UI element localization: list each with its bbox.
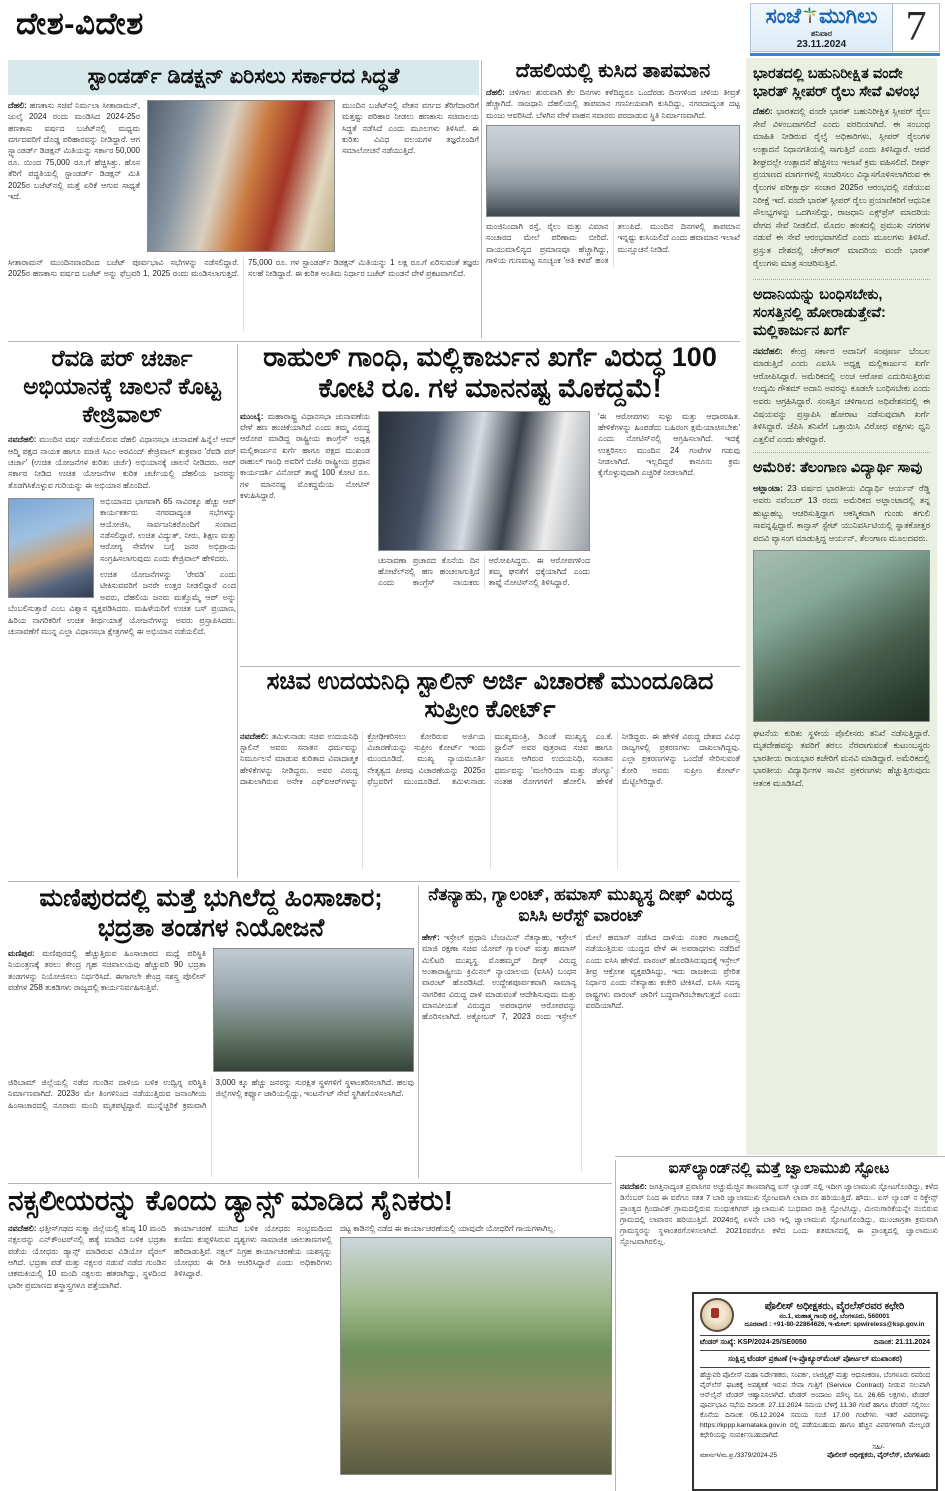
article-column: [174, 1223, 332, 1475]
article-column: [342, 100, 479, 252]
article-headline: ಅದಾನಿಯನ್ನು ಬಂಧಿಸಬೇಕು, ಸಂಸತ್ತಿನಲ್ಲಿ ಹೋರಾಡುತ್ತೇವೆ: ಮಲ್ಲಿಕಾರ್ಜುನ ಖರ್ಗೆ: [753, 287, 886, 340]
article-column: [8, 100, 140, 252]
photo-nirmala-sitharaman-currency: [147, 100, 335, 252]
article-photo-block: [378, 411, 590, 657]
article-headline: ಸ್ಟಾಂಡರ್ಡ್ ಡಿಡಕ್ಷನ್ ಏರಿಸಲು ಸರ್ಕಾರದ ಸಿದ್ಧತೆ: [8, 60, 479, 95]
article-body: ಮುಂದಿನ ವರ್ಷ ನಡೆಯಲಿರುವ ದೆಹಲಿ ವಿಧಾನಸಭಾ ಚುನಾವಣೆ ಹಿನ್ನೆಲೆ ಆಮ್ ಆದ್ಮಿ ಪಕ್ಷದ ನಾಯಕ ಹಾಗೂ ಮಾಜಿ ಸಿಎಂ ಅರವಿಂದ್ ಕೇಜ್ರಿವಾಲ್ ಶುಕ್ರವಾರ 'ರೆವಡಿ ಪರ್ ಚರ್ಚಾ' (ಉಚಿತ ಯೋಜನೆಗಳ ಕುರಿತು ಚರ್ಚೆ) ಅಭಿಯಾನಕ್ಕೆ ಚಾಲನೆ ನೀಡಿದರು. ಆಪ್ ಸರ್ಕಾರ ನೀಡಿದ ಉಚಿತ ಯೋಜನೆಗಳ ಕುರಿತ ಚರ್ಚೆಯಲ್ಲಿ ದೆಹಲಿಯ ಜನರನ್ನು ತೊಡಗಿಸಿಕೊಳ್ಳುವ ಗುರಿಯನ್ನು ಈ ಅಭಿಯಾನ ಹೊಂದಿದೆ.: [8, 435, 236, 490]
article-continuation: [378, 555, 590, 589]
notice-tender-row: [700, 1339, 930, 1347]
police-tender-notice: [692, 1292, 938, 1491]
tender-number: ಟೆಂಡರ್ ಸಂಖ್ಯೆ: KSP/2024-25/SE0050: [700, 1339, 807, 1346]
article-body: ಸೀತಾರಾಮನ್ ಮುಂದಿನವಾರದಿಂದ ಬಜೆಟ್ ಪೂರ್ವಭಾವಿ ಸಭೆಗಳನ್ನು ನಡೆಸಲಿದ್ದಾರೆ. 2025ರ ಹಣಕಾಸು ವರ್ಷದ ಬಜೆಟ್ ಅನ್ನು ಫೆಬ್ರವರಿ 1, 2025 ರಂದು ಮಂಡಿಸಲಾಗುತ್ತದೆ. 75,000 ರೂ. ಗಳ ಸ್ಟಾಂಡರ್ಡ್ ಡಿಡಕ್ಷನ್ ಮಿತಿಯನ್ನು 1 ಲಕ್ಷ ರೂ.ಗೆ ಏರಿಸುವಂತೆ ತಜ್ಞರು ಸಲಹೆ ನೀಡಿದ್ದಾರೆ. ಈ ಕುರಿತ ಅಂತಿಮ ನಿರ್ಧಾರ ಬಜೆಟ್ ಮಂಡನೆ ವೇಳೆ ಪ್ರಕಟವಾಗಲಿದೆ.: [8, 258, 479, 279]
article-headline: ನಕ್ಸಲೀಯರನ್ನು ಕೊಂದು ಡ್ಯಾನ್ಸ್ ಮಾಡಿದ ಸೈನಿಕರು!: [8, 1186, 453, 1216]
article-body: ತಮಿಳುನಾಡು ಸಚಿವ ಉದಯನಿಧಿ ಸ್ಟಾಲಿನ್ ಅವರು ಸನಾತನ ಧರ್ಮವನ್ನು ನಿರ್ಮೂಲನೆ ಮಾಡುವ ಕುರಿತಾದ ವಿವಾದಾತ್ಮಕ ಹೇಳಿಕೆಗಳನ್ನು ನೀಡಿದ್ದರು. ಅವರ ವಿರುದ್ಧ ದಾಖಲಾಗಿರುವ ಅನೇಕ ಎಫ್‌ಐಆರ್‌ಗಳನ್ನು ಕ್ರೋಢೀಕರಿಸಲು ಕೋರಿರುವ ಅರ್ಜಿಯ ವಿಚಾರಣೆಯನ್ನು ಸುಪ್ರೀಂ ಕೋರ್ಟ್ ಇಂದು ಮುಂದೂಡಿದೆ. ಮುಖ್ಯ ನ್ಯಾಯಮೂರ್ತಿ ನೇತೃತ್ವದ ಪೀಠವು ವಿಚಾರಣೆಯನ್ನು 2025ರ ಫೆಬ್ರವರಿಗೆ ಮುಂದೂಡಿದೆ. ತಮಿಳುನಾಡು ಮುಖ್ಯಮಂತ್ರಿ, ಡಿಎಂಕೆ ಮುಖ್ಯಸ್ಥ ಎಂ.ಕೆ. ಸ್ಟಾಲಿನ್ ಅವರ ಪುತ್ರರಾದ ಸಚಿವ ಹಾಗೂ ನಟನೂ ಆಗಿರುವ ಉದಯನಿಧಿ, ಸನಾತನ ಧರ್ಮವನ್ನು 'ಮಲೇರಿಯಾ ಮತ್ತು ಡೆಂಗ್ಯೂ' ನಂತಹ ರೋಗಗಳಿಗೆ ಹೋಲಿಸಿ ಹೇಳಿಕೆ ನೀಡಿದ್ದರು. ಈ ಹೇಳಿಕೆ ವಿರುದ್ಧ ದೇಶದ ವಿವಿಧ ರಾಜ್ಯಗಳಲ್ಲಿ ಪ್ರಕರಣಗಳು ದಾಖಲಾಗಿದ್ದವು. ಎಲ್ಲಾ ಪ್ರಕರಣಗಳನ್ನು ಒಂದೆಡೆ ಸೇರಿಸುವಂತೆ ಕೋರಿ ಅವರು ಸು‍ಪ್ರೀಂ ಕೋರ್ಟ್ ಮೆಟ್ಟಿಲೇರಿದ್ದಾರೆ.: [240, 731, 740, 787]
divider: [237, 344, 238, 878]
photo-arvind-kejriwal: [8, 498, 94, 598]
notice-contact: ದೂರವಾಣಿ : +91-80-22864626, ಇ-ಮೇಲ್: spwireless@ksp.gov.in: [744, 1321, 925, 1329]
article-body: ಜಿರಿಬಾಮ್ ಜಿಲ್ಲೆಯಲ್ಲಿ ನಡೆದ ಗುಂಡಿನ ದಾಳಿಯ ಬಳಿಕ ಉದ್ವಿಗ್ನ ಪರಿಸ್ಥಿತಿ ನಿರ್ಮಾಣವಾಗಿದೆ. 2023ರ ಮೇ ತಿಂಗಳಿನಿಂದ ನಡೆಯುತ್ತಿರುವ ಜನಾಂಗೀಯ ಹಿಂಸಾಚಾರದಲ್ಲಿ ನೂರಾರು ಮಂದಿ ಮೃತಪಟ್ಟಿದ್ದಾರೆ. ಮುನ್ನೆಚ್ಚರಿಕೆ ಕ್ರಮವಾಗಿ 3,000 ಕ್ಕೂ ಹೆಚ್ಚು ಜನರನ್ನು ಸುರಕ್ಷಿತ ಸ್ಥಳಗಳಿಗೆ ಸ್ಥಳಾಂತರಿಸಲಾಗಿದೆ. ಹಲವು ಜಿಲ್ಲೆಗಳಲ್ಲಿ ಕರ್ಫ್ಯೂ ಜಾರಿಯಲ್ಲಿದ್ದು, ಇಂಟರ್ನೆಟ್ ಸೇವೆ ಸ್ಥಗಿತಗೊಳಿಸಲಾಗಿದೆ.: [8, 1078, 414, 1110]
article-continuation: [8, 1077, 414, 1177]
masthead: [750, 3, 940, 52]
dateline: ದೆಹಲಿ:: [486, 88, 505, 97]
article-headline: ಮಣಿಪುರದಲ್ಲಿ ಮತ್ತೆ ಭುಗಿಲೆದ್ದ ಹಿಂಸಾಚಾರ; ಭದ್ರತಾ ತಂಡಗಳ ನಿಯೋಜನೆ: [39, 884, 383, 942]
notice-signature-block: [827, 1444, 930, 1460]
divider: [700, 1350, 930, 1351]
article-defamation-notice: [240, 342, 740, 664]
article-body: ಮುಂದಿನ ಬಜೆಟ್‌ನಲ್ಲಿ ವೇತನ ವರ್ಗದ ತೆರಿಗೆದಾರರಿಗೆ ಮತ್ತಷ್ಟು ಪರಿಹಾರ ನೀಡಲು ಹಣಕಾಸು ಸಚಿವಾಲಯ ಸಿದ್ಧತೆ ನಡೆಸಿದೆ ಎಂದು ಮೂಲಗಳು ತಿಳಿಸಿವೆ. ಈ ಕುರಿತು ವಿವಿಧ ವಲಯಗಳ ತಜ್ಞರೊಂದಿಗೆ ಸಮಾಲೋಚನೆ ನಡೆಯುತ್ತಿದೆ.: [342, 101, 479, 156]
divider: [418, 886, 419, 1178]
article-body: ಚಳಿಗಾಲ ಶುರುವಾಗಿ ಕೆಲ ದಿನಗಳು ಕಳೆದಿದ್ದರೂ ಒಂದೆರಡು ದಿನಗಳಿಂದ ಚಳಿಯ ತೀವ್ರತೆ ಹೆಚ್ಚಾಗಿದೆ. ರಾಜಧಾನಿ ದೆಹಲಿಯಲ್ಲಿ ತಾಪಮಾನ ಗಣನೀಯವಾಗಿ ಕುಸಿದಿದ್ದು, ನಗರದಾದ್ಯಂತ ದಟ್ಟ ಮಂಜು ಆವರಿಸಿದೆ. ಬೆಳಗಿನ ವೇಳೆ ವಾಹನ ಸವಾರರು ಪರದಾಡುವ ಸ್ಥಿತಿ ನಿರ್ಮಾಣವಾಗಿದೆ.: [486, 88, 740, 120]
dateline: ದೆಹಲಿ:: [753, 106, 773, 117]
photo-delhi-fog-riders: [486, 125, 740, 217]
article-headline: ಅಮೆರಿಕ: ತೆಲಂಗಾಣ ವಿದ್ಯಾರ್ಥಿ ಸಾವು: [753, 460, 923, 477]
ksp-emblem-logo: [700, 1298, 734, 1332]
article-headline: ನೆತನ್ಯಾಹು, ಗ್ಯಾಲಂಟ್, ಹಮಾಸ್ ಮುಖ್ಯಸ್ಥ ದೀಫ್ ವಿರುದ್ಧ ಐಸಿಸಿ ಅರೆಸ್ಟ್ ವಾರಂಟ್: [428, 885, 734, 926]
article-headline: ದೆಹಲಿಯಲ್ಲಿ ಕುಸಿದ ತಾಪಮಾನ: [515, 60, 711, 82]
dateline: ನವದೆಹಲಿ:: [8, 1223, 37, 1233]
page-number: 7: [892, 4, 939, 51]
article-headline: ರೆವಡಿ ಪರ್ ಚರ್ಚಾ ಅಭಿಯಾನಕ್ಕೆ ಚಾಲನೆ ಕೊಟ್ಟ ಕೇಜ್ರಿವಾಲ್: [23, 345, 221, 428]
notice-reference: ಮಾಸಂಇ/ಮ.ಪ್ರ./3379/2024-25: [700, 1452, 778, 1460]
photo-soldiers-dancing: [340, 1237, 612, 1475]
dateline: ದೆಹಲಿ:: [8, 101, 27, 110]
article-body: ಮಹಾರಾಷ್ಟ್ರ ವಿಧಾನಸಭಾ ಚುನಾವಣೆಯ ವೇಳೆ ಹಣ ಹಂಚಿಕೆಯಾಗಿದೆ ಎಂದು ತಮ್ಮ ವಿರುದ್ಧ ಆರೋಪ ಮಾಡಿದ್ದ ರಾಷ್ಟ್ರೀಯ ಕಾಂಗ್ರೆಸ್ ಅಧ್ಯಕ್ಷ ಮಲ್ಲಿಕಾರ್ಜುನ ಖರ್ಗೆ ಹಾಗೂ ಪಕ್ಷದ ಮುಖಂಡ ರಾಹುಲ್ ಗಾಂಧಿ ಅವರಿಗೆ ಬಿಜೆಪಿ ರಾಷ್ಟ್ರೀಯ ಪ್ರಧಾನ ಕಾರ್ಯದರ್ಶಿ ವಿನೋದ್ ತಾವ್ಡೆ 100 ಕೋಟಿ ರೂ. ಗಳ ಮಾನನಷ್ಟ ಮೊಕದ್ದಮೆಯ ನೋಟಿಸ್ ಕಳುಹಿಸಿದ್ದಾರೆ.: [240, 411, 370, 501]
divider: [481, 60, 482, 338]
notice-body: ಹೆಚ್ಚುವರಿ ಪೊಲೀಸ್ ಮಹಾ ನಿರ್ದೇಶಕರು, ಸಂಪರ್ಕ, ಲಾಜಿಸ್ಟಿಕ್ಸ್ ಮತ್ತು ಆಧುನೀಕರಣ, ಬೆಂಗಳೂರು ರವರಿಂದ ವೈರ್‌ಲೆಸ್ ಘಟಕಕ್ಕೆ ಅವಶ್ಯಕತೆ ಇರುವ ಸೇವಾ ಗುತ್ತಿಗೆ (Service Contract) ನೀಡುವ ಸಲುವಾಗಿ ಆನ್‌ಲೈನ್ ಟೆಂಡರ್ ಆಹ್ವಾನಿಸಲಾಗಿದೆ. ಟೆಂಡರ್ ಅಂದಾಜು ಮೌಲ್ಯ ರೂ. 26.65 ಲಕ್ಷಗಳು, ಟೆಂಡರ್ ಪೂರ್ವಭಾವಿ ಸಭೆಯ ದಿನಾಂಕ: 27.11.2024 ಸಮಯ ಬೆಳಿಗ್ಗೆ 11.30 ಗಂಟೆ ಹಾಗೂ ಟೆಂಡರ್ ಸಲ್ಲಿಸಲು ಕೊನೆಯ ದಿನಾಂಕ: 05.12.2024 ಸಮಯ ಸಂಜೆ 17.00 ಗಂಟೆಗಳು. ಇತರೆ ವಿವರಗಳನ್ನು https://kppp.karnataka.gov.in ರಲ್ಲಿ ಪಡೆಯಬಹುದು ಹಾಗೂ ಹೆಚ್ಚಿನ ವಿವರಗಳಿಗಾಗಿ ಮೇಲ್ಕಂಡ ಕಛೇರಿಯನ್ನು ಸಂಪರ್ಕಿಸಬಹುದಾಗಿದೆ.: [700, 1372, 930, 1440]
article-column: [240, 411, 370, 657]
article-columns: [240, 411, 740, 657]
article-vande-bharat: [753, 65, 930, 269]
article-icc-arrest-warrant: [422, 884, 740, 1180]
dateline: ನವದೆಹಲಿ:: [620, 1182, 647, 1191]
divider: [615, 1160, 616, 1491]
article-us-student-death: [753, 452, 930, 789]
notice-header: [700, 1298, 930, 1332]
dateline: ಅಟ್ಲಾಂಟಾ:: [753, 482, 783, 493]
brand-word-second: ಮುಗಿಲು: [818, 5, 878, 28]
article-column: [8, 948, 206, 1072]
article-columns: [8, 948, 414, 1072]
article-body: ಜಗತ್ತಿನಾದ್ಯಂತ ಪ್ರವಾಸಿಗರ ಅಚ್ಚುಮೆಚ್ಚಿನ ತಾಣವಾಗಿದ್ದ ಐಸ್ ಲ್ಯಾಂಡ್ ನಲ್ಲಿ ಇದೀಗ ಜ್ವಾಲಾಮುಖಿ ಸ್ಫೋಟಗೊಂಡಿದ್ದು, ಕಳೆದ ಡಿಸೆಂಬರ್ ನಿಂದ ಈ ವರೆಗೂ ಸತತ 7 ಬಾರಿ ಜ್ವಾಲಾಮುಖಿ ಸ್ಫೋಟವಾಗಿ ಲಾವಾ ರಸ ಹರಿಯುತ್ತಿದೆ. ಹೌದು.. ಐಸ್ ಲ್ಯಾಂಡ್ ನ ರಿಕ್ಜೇನ್ಸ್ ಪ್ರಾಂತ್ಯದ ಗ್ರಿಂದಾವಿಕ್ ಗ್ರಾಮದಲ್ಲಿರುವ ಸುಂಧುಕಗಿಗರ್ ಜ್ವಾಲಾಮುಖಿ ಬುಧವಾರ ರಾತ್ರಿ ಸ್ಫೋಟಿಸಿದ್ದು, ಮೀನುಗಾರಿಕೆಯನ್ನೇ ನಂಬಿರುವ ಗ್ರಾಮದಲ್ಲಿ ಲಾವಾರಸ ಹರಿಯುತ್ತಿದೆ. 2024ರಲ್ಲಿ ಏಳನೇ ಬಾರಿ ಇಲ್ಲಿ ಜ್ವಾಲಾಮುಖಿ ಸ್ಫೋಟಗೊಂಡಿದ್ದು, ಮುಂಜಾಗ್ರತಾ ಕ್ರಮವಾಗಿ ಗ್ರಾಮಸ್ಥರನ್ನು ಸ್ಥಳಾಂತರಗೊಳಿಸಲಾಗಿದೆ. 2021ರವರೆಗೂ ಕಳೆದ ಒಂದು ಶತಮಾನದಲ್ಲಿ ಈ ಪ್ರಾಂತ್ಯದಲ್ಲಿ ಜ್ವಾಲಾಮುಖಿ ಸ್ಫೋಟವಾಗಿರಲಿಲ್ಲ.: [620, 1182, 938, 1246]
notice-office-title: ಪೊಲೀಸ್ ಅಧೀಕ್ಷಕರು, ವೈರಲೆಸ್‌ರವರ ಕಛೇರಿ: [764, 1300, 905, 1312]
notice-office-block: [739, 1301, 930, 1330]
masthead-brand-block: [751, 4, 892, 51]
right-news-column: [746, 58, 937, 1155]
notice-address: ನಂ.1, ಮಹಾತ್ಮ ಗಾಂಧಿ ರಸ್ತೆ, ಬೆಂಗಳೂರು, 560001: [779, 1313, 890, 1321]
article-body: ಛತ್ತೀಸ್‌ಗಢದ ಸುಕ್ಮಾ ಜಿಲ್ಲೆಯಲ್ಲಿ ಕನಿಷ್ಠ 10 ಮಂದಿ ನಕ್ಸಲರನ್ನು ಎನ್‌ಕೌಂಟರ್‌ನಲ್ಲಿ ಹತ್ಯೆ ಮಾಡಿದ ಬಳಿಕ ಭದ್ರತಾ ಪಡೆಯ ಯೋಧರು ಡ್ಯಾನ್ಸ್ ಮಾಡಿರುವ ವಿಡಿಯೋ ವೈರಲ್ ಆಗಿದೆ. ಭದ್ರತಾ ಪಡೆ ಮತ್ತು ನಕ್ಸಲರ ನಡುವೆ ನಡೆದ ಗುಂಡಿನ ಚಕಮಕಿಯಲ್ಲಿ 10 ಮಂದಿ ನಕ್ಸಲರು ಹತರಾಗಿದ್ದು, ಸ್ಥಳದಿಂದ ಭಾರೀ ಪ್ರಮಾಣದ ಶಸ್ತ್ರಾಸ್ತ್ರಗಳೂ ಪತ್ತೆಯಾಗಿವೆ.: [8, 1223, 166, 1290]
palm-tree-icon: [803, 6, 817, 28]
dateline: ಹೇಗ್:: [422, 932, 440, 942]
article-headline: ಐಸ್‌ಲ್ಯಾಂಡ್‌ನಲ್ಲಿ ಮತ್ತೆ ಜ್ವಾಲಾಮುಖಿ ಸ್ಫೋಟ: [668, 1160, 890, 1177]
divider: [8, 1183, 612, 1184]
article-manipur-violence: [8, 884, 414, 1180]
article-columns: [486, 87, 740, 121]
article-columns: [8, 1223, 612, 1475]
photo-student-aryan-reddy: [753, 550, 930, 722]
article-naxal-encounter-dance: [8, 1186, 612, 1486]
newspaper-brand: [751, 6, 892, 28]
article-delhi-temperature: [486, 58, 740, 338]
article-headline: ಭಾರತದಲ್ಲಿ ಬಹುನಿರೀಕ್ಷಿತ ವಂದೇ ಭಾರತ್ ಸ್ಲೀಪರ್ ರೈಲು ಸೇವೆ ವಿಳಂಭ: [753, 66, 920, 101]
article-columns: [422, 932, 740, 1172]
article-body: 23 ವರ್ಷದ ಭಾರತೀಯ ವಿದ್ಯಾರ್ಥಿ ಆರ್ಯನ್ ರೆಡ್ಡಿ ಅವರು ನವೆಂಬರ್ 13 ರಂದು ಅಮೆರಿಕದ ಅಟ್ಲಾಂಟಾದಲ್ಲಿ ತನ್ನ ಹುಟ್ಟುಹಬ್ಬ ಆಚರಿಸುತ್ತಿದ್ದಾಗ ಆಕಸ್ಮಿಕವಾಗಿ ಗುಂಡು ತಗುಲಿ ಸಾವನ್ನಪ್ಪಿದ್ದಾರೆ. ಕಾನ್ಸಾಸ್ ಸ್ಟೇಟ್ ಯುನಿವರ್ಸಿಟಿಯಲ್ಲಿ ಸ್ನಾತಕೋತ್ತರ ಪದವಿ ವ್ಯಾಸಂಗ ಮಾಡುತ್ತಿದ್ದ ಆರ್ಯನ್, ತೆಲಂಗಾಣ ಮೂಲದವರು.: [753, 482, 931, 543]
article-body: ಘಟನೆಯ ಕುರಿತು ಸ್ಥಳೀಯ ಪೊಲೀಸರು ತನಿಖೆ ನಡೆಸುತ್ತಿದ್ದಾರೆ. ಮೃತದೇಹವನ್ನು ತವರಿಗೆ ತರಲು ನೆರವಾಗುವಂತೆ ಕುಟುಂಬಸ್ಥರು ಭಾರತೀಯ ರಾಯಭಾರ ಕಚೇರಿಗೆ ಮನವಿ ಮಾಡಿದ್ದಾರೆ. ಅಮೆರಿಕದಲ್ಲಿ ಭಾರತೀಯ ವಿದ್ಯಾರ್ಥಿಗಳ ಸಾವಿನ ಪ್ರಕರಣಗಳು ಹೆಚ್ಚುತ್ತಿರುವುದು ಆತಂಕ ಮೂಡಿಸಿದೆ.: [753, 727, 930, 789]
divider: [8, 341, 740, 342]
article-body: ಚುನಾವಣಾ ಪ್ರಚಾರದ ಕೊನೆಯ ದಿನ ಹೋಟೆಲ್‌ನಲ್ಲಿ ಹಣ ಹಂಚಲಾಗುತ್ತಿದೆ ಎಂದು ಕಾಂಗ್ರೆಸ್ ನಾಯಕರು ಆರೋಪಿಸಿದ್ದರು. ಈ ಆರೋಪಗಳಿಂದ ತಮ್ಮ ಘನತೆಗೆ ಧಕ್ಕೆಯಾಗಿದೆ ಎಂದು ತಾವ್ಡೆ ನೋಟಿಸ್‌ನಲ್ಲಿ ತಿಳಿಸಿದ್ದಾರೆ.: [378, 555, 590, 588]
brand-word-first: ಸಂಜೆ: [765, 5, 801, 28]
article-iceland-volcano: [620, 1160, 938, 1288]
article-body: ಉಚಿತ ಯೋಜನೆಗಳನ್ನು 'ರೇವಡಿ' ಎಂದು ಟೀಕಿಸುವವರಿಗೆ ಜನರೇ ಉತ್ತರ ನೀಡಲಿದ್ದಾರೆ ಎಂದ ಅವರು, ದೆಹಲಿಯ ಜನರು ಮತ್ತೊಮ್ಮೆ ಆಪ್ ಅನ್ನು ಬೆಂಬಲಿಸುತ್ತಾರೆ ಎಂಬ ವಿಶ್ವಾಸ ವ್ಯಕ್ತಪಡಿಸಿದರು. ಮಹಿಳೆಯರಿಗೆ ಉಚಿತ ಬಸ್ ಪ್ರಯಾಣ, ಹಿರಿಯ ನಾಗರಿಕರಿಗೆ ಉಚಿತ ತೀರ್ಥಯಾತ್ರೆ ಯೋಜನೆಗಳನ್ನು ಅವರು ಪ್ರಸ್ತಾಪಿಸಿದರು. ಚುನಾವಣೆಗೆ ಮುನ್ನ ಎಲ್ಲಾ ವಿಧಾನಸಭಾ ಕ್ಷೇತ್ರಗಳಲ್ಲಿ ಈ ಅಭಿಯಾನ ನಡೆಯಲಿದೆ.: [8, 570, 236, 636]
page-section-title: ದೇಶ-ವಿದೇಶ: [16, 6, 144, 41]
article-body: 'ಈ ಆರೋಪಗಳು ಸುಳ್ಳು ಮತ್ತು ಆಧಾರರಹಿತ. ಹೇಳಿಕೆಗಳನ್ನು ಹಿಂಪಡೆದು ಬಹಿರಂಗ ಕ್ಷಮೆಯಾಚಿಸಬೇಕು' ಎಂದು ನೋಟಿಸ್‌ನಲ್ಲಿ ಆಗ್ರಹಿಸಲಾಗಿದೆ. ಇದಕ್ಕೆ ಉತ್ತರಿಸಲು ಮುಂದಿನ 24 ಗಂಟೆಗಳ ಗಡುವು ನೀಡಲಾಗಿದೆ. ಇಲ್ಲದಿದ್ದರೆ ಕಾನೂನು ಕ್ರಮ ಕೈಗೊಳ್ಳುವುದಾಗಿ ಎಚ್ಚರಿಕೆ ನೀಡಲಾಗಿದೆ.: [598, 411, 740, 478]
article-body: ಮಣಿಪುರದಲ್ಲಿ ಹೆಚ್ಚುತ್ತಿರುವ ಹಿಂಸಾಚಾರದ ಮಧ್ಯೆ ಪರಿಸ್ಥಿತಿ ನಿಯಂತ್ರಣಕ್ಕೆ ತರಲು ಕೇಂದ್ರ ಗೃಹ ಸಚಿವಾಲಯವು ಹೆಚ್ಚುವರಿ 90 ಭದ್ರತಾ ತಂಡಗಳನ್ನು ನಿಯೋಜಿಸಲು ನಿರ್ಧರಿಸಿದೆ. ಈಗಾಗಲೇ ಕೇಂದ್ರ ಸಶಸ್ತ್ರ ಪೊಲೀಸ್ ಪಡೆಗಳ 258 ತುಕಡಿಗಳು ರಾಜ್ಯದಲ್ಲಿ ಕಾರ್ಯನಿರ್ವಹಿಸುತ್ತಿವೆ.: [8, 949, 206, 993]
divider: [240, 666, 740, 667]
masthead-underline: [750, 53, 940, 56]
dateline: ನವದೆಹಲಿ:: [240, 731, 269, 741]
article-udayanidhi-supreme-court: [240, 668, 740, 876]
article-body: ಕಾರ್ಯಾಚರಣೆ ಮುಗಿದ ಬಳಿಕ ಯೋಧರು ಸಂಭ್ರಮದಿಂದ ಕುಣಿದು ಕುಪ್ಪಳಿಸಿರುವ ದೃಶ್ಯಗಳು ಸಾಮಾಜಿಕ ಜಾಲತಾಣಗಳಲ್ಲಿ ಹರಿದಾಡುತ್ತಿವೆ. ನಕ್ಸಲ್ ನಿಗ್ರಹ ಕಾರ್ಯಾಚರಣೆಯ ಯಶಸ್ಸನ್ನು ಯೋಧರು ಈ ರೀತಿ ಆಚರಿಸಿದ್ದಾರೆ ಎಂದು ಅಧಿಕಾರಿಗಳು ತಿಳಿಸಿದ್ದಾರೆ.: [174, 1223, 332, 1279]
signatory: ಪೊಲೀಸ್ ಅಧೀಕ್ಷಕರು, ವೈರ್‌ಲೆಸ್, ಬೆಂಗಳೂರು: [827, 1452, 930, 1460]
article-headline: ಸಚಿವ ಉದಯನಿಧಿ ಸ್ಟಾಲಿನ್ ಅರ್ಜಿ ವಿಚಾರಣೆ ಮುಂದೂಡಿದ ಸುಪ್ರೀಂ ಕೋರ್ಟ್: [266, 668, 714, 724]
photo-kharge-rahul-gandhi: [378, 411, 590, 551]
divider: [8, 881, 740, 882]
dateline: ಮುಂಬೈ:: [240, 411, 264, 421]
masthead-day: ಶನಿವಾರ: [810, 29, 833, 39]
article-body: ದಟ್ಟ ಕಾಡಿನಲ್ಲಿ ನಡೆದ ಈ ಕಾರ್ಯಾಚರಣೆಯಲ್ಲಿ ಯಾವುದೇ ಯೋಧರಿಗೆ ಗಾಯಗಳಾಗಿಲ್ಲ.: [340, 1223, 556, 1233]
article-columns: [8, 100, 479, 252]
tender-date: ದಿನಾಂಕ: 21.11.2024: [873, 1339, 930, 1346]
article-column: [8, 1223, 166, 1475]
article-body: ಮಂಜಿನಿಂದಾಗಿ ರಸ್ತೆ, ರೈಲು ಮತ್ತು ವಿಮಾನ ಸಂಚಾರದ ಮೇಲೆ ಪರಿಣಾಮ ಬೀರಿದೆ. ವಾಯುಮಾಲಿನ್ಯದ ಪ್ರಮಾಣವೂ ಹೆಚ್ಚಾಗಿದ್ದು, ಗಾಳಿಯ ಗುಣಮಟ್ಟ ಸೂಚ್ಯಂಕ 'ಅತಿ ಕಳಪೆ' ಹಂತ ತಲುಪಿದೆ. ಮುಂದಿನ ದಿನಗಳಲ್ಲಿ ತಾಪಮಾನ ಇನ್ನಷ್ಟು ಕುಸಿಯಲಿದೆ ಎಂದು ಹವಾಮಾನ ಇಲಾಖೆ ಮುನ್ಸೂಚನೆ ನೀಡಿದೆ.: [486, 222, 740, 266]
article-columns: [240, 731, 740, 869]
photo-manipur-security-forces: [213, 948, 414, 1072]
article-body: ಇಸ್ರೇಲ್ ಪ್ರಧಾನಿ ಬೆಂಜಮಿನ್ ನೆತನ್ಯಾಹು, ಇಸ್ರೇಲ್ ಮಾಜಿ ರಕ್ಷಣಾ ಸಚಿವ ಯೋವ್ ಗ್ಯಾಲಂಟ್ ಮತ್ತು ಹಮಾಸ್ ಮಿಲಿಟರಿ ಮುಖ್ಯಸ್ಥ ಮೊಹಮ್ಮದ್ ದೀಫ್ ವಿರುದ್ಧ ಅಂತಾರಾಷ್ಟ್ರೀಯ ಕ್ರಿಮಿನಲ್ ನ್ಯಾಯಾಲಯ (ಐಸಿಸಿ) ಬಂಧನ ವಾರಂಟ್ ಹೊರಡಿಸಿದೆ. ಉದ್ದೇಶಪೂರ್ವಕವಾಗಿ ಸಾಮಾನ್ಯ ನಾಗರಿಕರ ವಿರುದ್ಧ ದಾಳಿ ಮಾಡುವಂತೆ ಆದೇಶಿಸುವುದು ಮತ್ತು ಮಾನವೀಯತೆ ವಿರುದ್ಧದ ಅಪರಾಧಗಳ ಆರೋಪವನ್ನು ಹೊರಿಸಲಾಗಿದೆ. ಅಕ್ಟೋಬರ್ 7, 2023 ರಂದು ಇಸ್ರೇಲ್ ಮೇಲೆ ಹಮಾಸ್ ನಡೆಸಿದ ದಾಳಿಯ ನಂತರ ಗಾಜಾದಲ್ಲಿ ನಡೆಯುತ್ತಿರುವ ಯುದ್ಧದ ವೇಳೆ ಈ ಅಪರಾಧಗಳು ನಡೆದಿವೆ ಎಂದು ಐಸಿಸಿ ಹೇಳಿದೆ. ವಾರಂಟ್ ಹೊರಡಿಸಿರುವುದಕ್ಕೆ ಇಸ್ರೇಲ್ ತೀವ್ರ ಆಕ್ರೋಶ ವ್ಯಕ್ತಪಡಿಸಿದ್ದು, ಇದು ರಾಜಕೀಯ ಪ್ರೇರಿತ ನಿರ್ಧಾರ ಎಂದು ನೆತನ್ಯಾಹು ಕಚೇರಿ ಟೀಕಿಸಿದೆ. ಐಸಿಸಿ ಸದಸ್ಯ ರಾಷ್ಟ್ರಗಳು ವಾರಂಟ್ ಜಾರಿಗೆ ಬದ್ಧವಾಗಿರಬೇಕಾಗುತ್ತದೆ ಎಂದು ವರದಿಯಾಗಿದೆ.: [422, 932, 740, 1022]
article-body: ಕೇಂದ್ರ ಸರ್ಕಾರ ಅದಾನಿಗೆ ಸಂಪೂರ್ಣ ಬೆಂಬಲ ಮಾಡುತ್ತಿದೆ ಎಂದು ಎಐಸಿಸಿ ಅಧ್ಯಕ್ಷ ಮಲ್ಲಿಕಾರ್ಜುನ ಖರ್ಗೆ ಆರೋಪಿಸಿದ್ದಾರೆ. ಅಮೆರಿಕದಲ್ಲಿ ಲಂಚ ಆರೋಪ ಎದುರಿಸುತ್ತಿರುವ ಉದ್ಯಮಿ ಗೌತಮ್ ಅದಾನಿ ಅವರನ್ನು ಕೂಡಲೇ ಬಂಧಿಸಬೇಕು ಎಂದು ಅವರು ಆಗ್ರಹಿಸಿದ್ದಾರೆ. ಸಂಸತ್ತಿನ ಚಳಿಗಾಲದ ಅಧಿವೇಶನದಲ್ಲಿ ಈ ವಿಷಯವನ್ನು ಪ್ರಸ್ತಾಪಿಸಿ ಹೋರಾಟ ನಡೆಸುವುದಾಗಿ ಖರ್ಗೆ ತಿಳಿಸಿದ್ದಾರೆ. ಜೆಪಿಸಿ ತನಿಖೆಗೆ ಒತ್ತಾಯಿಸಿ ವಿರೋಧ ಪಕ್ಷಗಳು ಧ್ವನಿ ಎತ್ತಲಿವೆ ಎಂದು ಹೇಳಿದ್ದಾರೆ.: [753, 345, 930, 444]
article-body: ಅಭಿಯಾನದ ಭಾಗವಾಗಿ 65 ಸಾವಿರಕ್ಕೂ ಹೆಚ್ಚು ಆಪ್ ಕಾರ್ಯಕರ್ತರು ನಗರದಾದ್ಯಂತ ಸಭೆಗಳನ್ನು ಆಯೋಜಿಸಿ, ಸಾರ್ವಜನಿಕರೊಂದಿಗೆ ಸಂವಾದ ನಡೆಸಲಿದ್ದಾರೆ. ಉಚಿತ ವಿದ್ಯುತ್, ನೀರು, ಶಿಕ್ಷಣ ಮತ್ತು ಆರೋಗ್ಯ ಸೇವೆಗಳ ಬಗ್ಗೆ ಜನರ ಅಭಿಪ್ರಾಯ ಸಂಗ್ರಹಿಸಲಾಗುವುದು ಎಂದು ಕೇಜ್ರಿವಾಲ್ ಹೇಳಿದರು.: [100, 496, 236, 563]
article-standard-deduction: [8, 60, 479, 338]
dateline: ನವದೆಹಲಿ:: [753, 345, 783, 356]
article-adani-arrest: [753, 279, 930, 445]
signature-prefix: ಸಹಿ/-: [872, 1444, 885, 1452]
notice-footer: [700, 1444, 930, 1460]
divider: [700, 1367, 930, 1368]
dateline: ಮಣಿಪುರ:: [8, 949, 35, 958]
divider: [700, 1335, 930, 1336]
article-headline: ರಾಹುಲ್ ಗಾಂಧಿ, ಮಲ್ಲಿಕಾರ್ಜುನ ಖರ್ಗೆ ವಿರುದ್ಧ 100 ಕೋಟಿ ರೂ. ಗಳ ಮಾನನಷ್ಟ ಮೊಕದ್ದಮೆ!: [263, 342, 717, 403]
dateline: ನವದೆಹಲಿ:: [8, 435, 37, 445]
article-body: ಭಾರತದಲ್ಲಿ ವಂದೇ ಭಾರತ್ ಬಹುನಿರೀಕ್ಷಿತ ಸ್ಲೀಪರ್ ರೈಲು ಸೇವೆ ವಿಳಂಬವಾಗಲಿದೆ ಎಂದು ವರದಿಯಾಗಿದೆ. ಈ ಸಂಬಂಧ ಮಾಹಿತಿ ನೀಡಿರುವ ರೈಲ್ವೆ ಅಧಿಕಾರಿಗಳು, ಸ್ಲೀಪರ್ ರೈಲುಗಳ ಉತ್ಪಾದನೆ ನಿಧಾನಗತಿಯಲ್ಲಿ ಸಾಗುತ್ತಿದೆ ಎಂದು ತಿಳಿಸಿದ್ದಾರೆ. ಆದರೆ ಶೀಘ್ರದಲ್ಲೇ ಉತ್ಪಾದನೆ ಹೆಚ್ಚಿಸಲು ಇಲಾಖೆ ಕ್ರಮ ವಹಿಸಲಿದೆ. ದೀರ್ಘ ಪ್ರಯಾಣದ ಮಾರ್ಗಗಳಲ್ಲಿ ಸಂಚರಿಸಲು ವಿನ್ಯಾಸಗೊಳಿಸಲಾಗಿರುವ ಈ ರೈಲುಗಳ ಪರೀಕ್ಷಾರ್ಥ ಸಂಚಾರ 2025ರ ಆರಂಭದಲ್ಲಿ ನಡೆಯುವ ನಿರೀಕ್ಷೆ ಇದೆ. ವಂದೇ ಭಾರತ್ ಸ್ಲೀಪರ್ ರೈಲು ಪ್ರಯಾಣಿಕರಿಗೆ ಆಧುನಿಕ ಸೌಲಭ್ಯಗಳನ್ನು ಒದಗಿಸಲಿದ್ದು, ರಾಜಧಾನಿ ಎಕ್ಸ್‌ಪ್ರೆಸ್ ಮಾದರಿಯ ವೇಗದ ಸೇವೆ ನೀಡಲಿದೆ. ಮೊದಲ ಹಂತದಲ್ಲಿ ಪ್ರಮುಖ ನಗರಗಳ ನಡುವೆ ಈ ಸೇವೆ ಆರಂಭವಾಗಲಿದೆ ಎಂದು ಮೂಲಗಳು ತಿಳಿಸಿವೆ. ಪ್ರಸ್ತುತ ದೇಶದಲ್ಲಿ ಚೇರ್‌ಕಾರ್ ಮಾದರಿಯ ವಂದೇ ಭಾರತ್ ರೈಲುಗಳು ಮಾತ್ರ ಸಂಚರಿಸುತ್ತಿವೆ.: [753, 106, 930, 268]
article-kejriwal-revdi: [8, 344, 236, 878]
article-photo-block: [340, 1223, 612, 1475]
article-continuation: [486, 221, 740, 266]
divider: [615, 1156, 945, 1157]
article-continuation: [8, 257, 479, 331]
article-body: ಹಣಕಾಸು ಸಚಿವೆ ನಿರ್ಮಲಾ ಸೀತಾರಾಮನ್, ಜುಲೈ 2024 ರಂದು ಮಂಡಿಸಿದ 2024-25ರ ಹಣಕಾಸು ವರ್ಷದ ಬಜೆಟ್‌ನಲ್ಲಿ ಮಧ್ಯಮ ವರ್ಗದವರಿಗೆ ದೊಡ್ಡ ಪರಿಹಾರವನ್ನು ನೀಡಿದ್ದಾರೆ. ಆಗ ಸ್ಟ್ಯಾಂಡರ್ಡ್ ಡಿಡಕ್ಷನ್ ಮಿತಿಯನ್ನು ಸರ್ಕಾರ 50,000 ರೂ. ಯಿಂದ 75,000 ರೂ.ಗೆ ಹೆಚ್ಚಿಸಿತ್ತು. ಹೊಸ ತೆರಿಗೆ ಪದ್ಧತಿಯಲ್ಲಿ ಸ್ಟಾಂಡರ್ಡ್ ಡಿಡಕ್ಷನ್ ಮಿತಿ 2025ರ ಬಜೆಟ್‌ನಲ್ಲಿ ಮತ್ತೆ ಏರಿಕೆ ಆಗುವ ಸಾಧ್ಯತೆ ಇದೆ.: [8, 101, 140, 201]
article-column: [598, 411, 740, 657]
notice-title: ಸಂಕ್ಷಿಪ್ತ ಟೆಂಡರ್ ಪ್ರಕಟಣೆ (ಇ-ಪ್ರೊಕ್ಯೂರ್‌ಮೆಂಟ್ ಪೋರ್ಟಲ್ ಮುಖಾಂತರ): [727, 1354, 903, 1363]
masthead-date: 23.11.2024: [796, 39, 847, 51]
